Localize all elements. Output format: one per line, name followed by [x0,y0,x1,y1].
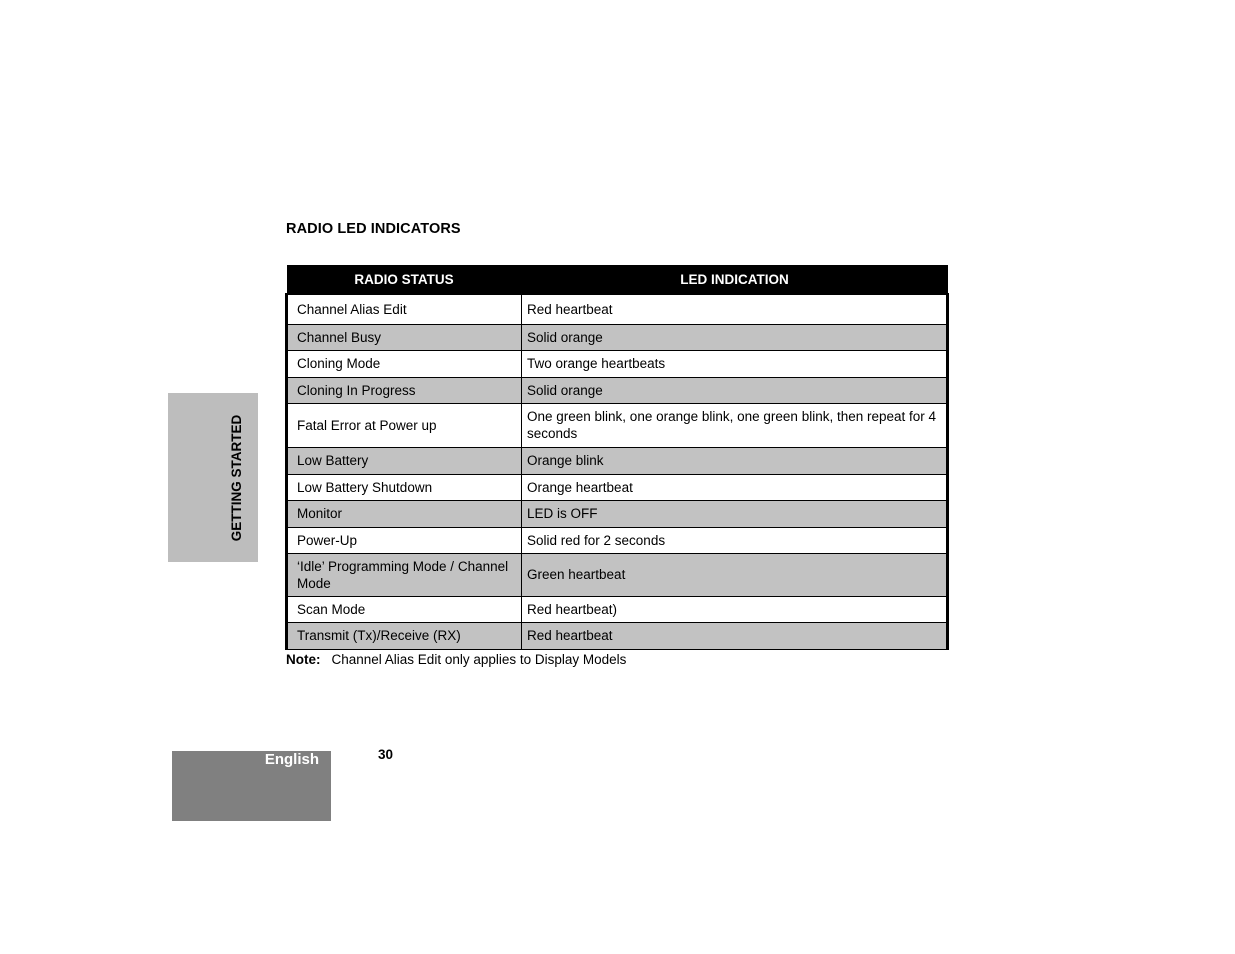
table-header-row [287,265,948,294]
radio-status-cell: Power-Up [287,527,522,553]
column-header-radio-status: RADIO STATUS [287,265,522,294]
radio-status-cell: ‘Idle’ Programming Mode / Channel Mode [287,553,522,596]
table-row [287,500,948,527]
led-indicator-table [285,265,949,650]
led-indication-cell: Orange blink [522,447,948,474]
table-row [287,596,948,622]
table-row [287,474,948,500]
radio-status-cell: Scan Mode [287,596,522,622]
table-row [287,553,948,596]
note-text: Channel Alias Edit only applies to Display Models [331,652,627,667]
led-indication-cell: Red heartbeat [522,622,948,649]
language-label: English [264,751,319,768]
led-indication-cell: Red heartbeat [522,294,948,324]
table-note [286,652,626,667]
radio-status-cell: Channel Alias Edit [287,294,522,324]
radio-status-cell: Monitor [287,500,522,527]
table-row [287,377,948,403]
led-indication-cell: One green blink, one orange blink, one green blink, then repeat for 4 seconds [522,403,948,447]
radio-status-cell: Cloning In Progress [287,377,522,403]
led-indication-cell: Orange heartbeat [522,474,948,500]
column-header-led-indication: LED INDICATION [522,265,948,294]
note-label: Note: [286,652,321,667]
led-indication-cell: Solid red for 2 seconds [522,527,948,553]
table-row [287,294,948,324]
table-body [287,294,948,649]
section-title: RADIO LED INDICATORS [286,221,461,237]
led-indication-cell: Two orange heartbeats [522,350,948,377]
table-row [287,527,948,553]
radio-status-cell: Cloning Mode [287,350,522,377]
table-row [287,447,948,474]
led-indication-cell: LED is OFF [522,500,948,527]
side-tab-label: GETTING STARTED [229,414,244,542]
led-indication-cell: Green heartbeat [522,553,948,596]
radio-status-cell: Low Battery [287,447,522,474]
table-row [287,622,948,649]
page-number: 30 [378,747,394,762]
table-row [287,324,948,350]
radio-status-cell: Fatal Error at Power up [287,403,522,447]
table-row [287,350,948,377]
language-tab [172,751,331,821]
led-indication-cell: Solid orange [522,377,948,403]
radio-status-cell: Transmit (Tx)/Receive (RX) [287,622,522,649]
led-indication-cell: Red heartbeat) [522,596,948,622]
radio-status-cell: Low Battery Shutdown [287,474,522,500]
table-row [287,403,948,447]
led-indication-cell: Solid orange [522,324,948,350]
radio-status-cell: Channel Busy [287,324,522,350]
